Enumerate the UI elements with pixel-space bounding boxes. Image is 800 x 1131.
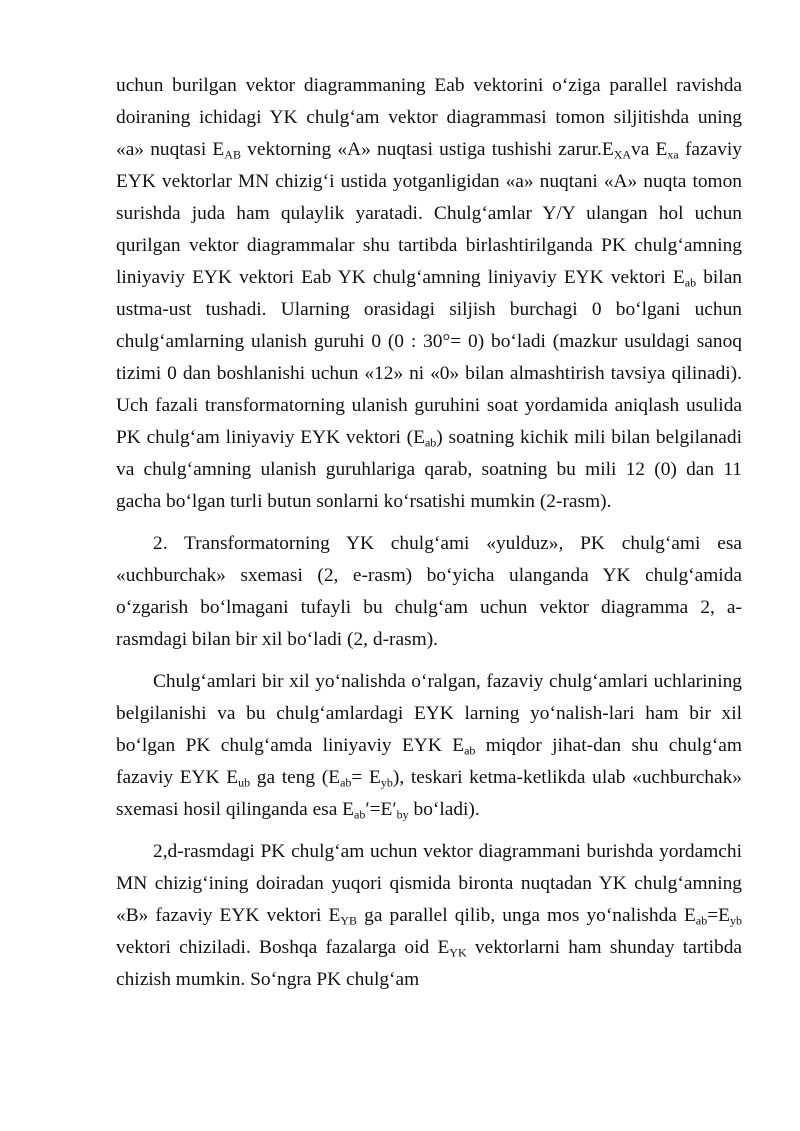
text-run: ) soatning kichik mili bilan belgilanadi va chulg‘amning ulanish guruhlariga qarab, soatning bu mili 12 (0) dan 11 gacha bo‘lgan turli butun sonlarni ko‘rsatishi mumkin (2-rasm). <box>116 427 742 512</box>
text-run: Chulg‘amlari bir xil yo‘nalishda o‘ralgan, fazaviy chulg‘amlari uchlarining belgilanishi va bu chulg‘amlardagi EYK larning yo‘nalish-lari ham bir xil bo‘lgan PK chulg‘amda liniyaviy EYK E <box>116 671 742 756</box>
text-run: 2. Transformatorning YK chulg‘ami «yulduz», PK chulg‘ami esa «uchburchak» sxemasi (2, e-rasm) bo‘yicha ulanganda YK chulg‘amida o‘zgarish bo‘lmagani tufayli bu chulg‘am uchun vektor diagramma 2, a-rasmdagi bilan bir xil bo‘ladi (2, d-rasm). <box>116 533 742 650</box>
subscript: XA <box>613 147 632 162</box>
paragraph <box>116 528 742 656</box>
subscript: ab <box>340 775 352 790</box>
subscript: yb <box>729 913 742 928</box>
text-run: vektori chiziladi. Boshqa fazalarga oid E <box>116 937 450 958</box>
subscript: xa <box>667 147 679 162</box>
subscript: AB <box>224 147 241 162</box>
paragraph <box>116 666 742 826</box>
text-run: uchun burilgan vektor diagrammaning Eab vektorini o‘ziga parallel ravishda doiraning ichidagi YK chulg‘am vektor diagrammasi tomon siljitishda uning «a» nuqtasi E <box>116 75 742 160</box>
subscript: ab <box>424 435 437 450</box>
subscript: YK <box>449 945 467 960</box>
subscript: ub <box>238 775 251 790</box>
paragraph <box>116 836 742 996</box>
paragraph <box>116 70 742 518</box>
text-run: ′=E′ <box>365 799 397 820</box>
text-run: ga teng (E <box>250 767 341 788</box>
subscript: by <box>396 807 409 822</box>
text-run: 2,d-rasmdagi PK chulg‘am uchun vektor diagrammani burishda yordamchi MN chizig‘ining doiradan yuqori qismida bironta nuqtadan YK chulg‘amning «B» fazaviy EYK vektori E <box>116 841 742 926</box>
text-run: ), teskari ketma-ketlikda ulab «uchburchak» sxemasi hosil qilinganda esa E <box>116 767 742 820</box>
subscript: ab <box>464 743 476 758</box>
text-run: bo‘ladi). <box>408 799 480 820</box>
body-text <box>116 70 742 996</box>
subscript: ab <box>354 807 366 822</box>
text-run: bilan ustma-ust tushadi. Ularning orasidagi siljish burchagi 0 bo‘lgani uchun chulg‘amlarning ulanish guruhi 0 (0 : 30°= 0) bo‘ladi (mazkur usuldagi sanoq tizimi 0 dan boshlanishi uchun «12» ni «0» bilan almashtirish tavsiya qilinadi). Uch fazali transformatorning ulanish guruhini soat yordamida aniqlash usulida PK chulg‘am liniyaviy EYK vektori (E <box>116 267 742 448</box>
text-run: =E <box>707 905 730 926</box>
text-run: miqdor jihat-dan shu chulg‘am fazaviy EYK E <box>116 735 742 788</box>
text-run: = E <box>351 767 381 788</box>
text-run: vektorning «A» nuqtasi ustiga tushishi zarur.E <box>240 139 614 160</box>
text-run: fazaviy EYK vektorlar MN chizig‘i ustida yotganligidan «a» nuqtani «A» nuqta tomon surishda juda ham qulaylik yaratadi. Chulg‘amlar Y/Y ulangan hol uchun qurilgan vektor diagrammalar shu tartibda birlashtirilganda PK chulg‘amning liniyaviy EYK vektori Eab YK chulg‘amning liniyaviy EYK vektori E <box>116 139 743 288</box>
subscript: YB <box>340 913 358 928</box>
text-run: ga parallel qilib, unga mos yo‘nalishda E <box>357 905 696 926</box>
text-run: vektorlarni ham shunday tartibda chizish mumkin. So‘ngra PK chulg‘am <box>116 937 742 990</box>
subscript: ab <box>684 275 697 290</box>
subscript: yb <box>380 775 393 790</box>
text-run: va E <box>631 139 668 160</box>
subscript: ab <box>695 913 708 928</box>
